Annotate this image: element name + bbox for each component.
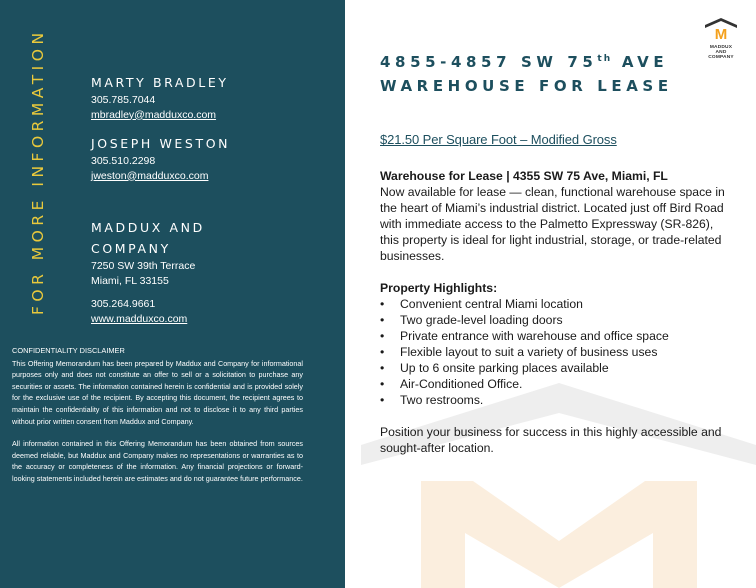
contact-joseph-weston	[91, 134, 230, 183]
highlights-list	[380, 296, 730, 408]
lease-price: $21.50 Per Square Foot – Modified Gross	[380, 132, 617, 147]
company-name-line1: MADDUX AND	[91, 220, 205, 235]
maddux-logo	[702, 16, 740, 60]
listing-closing: Position your business for success in this highly accessible and sought-after location.	[380, 425, 722, 455]
company-address-line2: Miami, FL 33155	[91, 274, 169, 287]
for-more-information-label: FOR MORE INFORMATION	[29, 28, 47, 315]
contact-phone: 305.785.7044	[91, 94, 156, 106]
listing-intro: Now available for lease — clean, functional warehouse space in the heart of Miami’s industrial district. Located just off Bird Road with immediate access to the Palmetto Expressway (SR-826), this property is ideal for light industrial, storage, or trade-related businesses.	[380, 185, 725, 263]
highlight-item: • Two restrooms.	[380, 392, 730, 408]
logo-text-line1: MADDUX	[709, 45, 733, 50]
company-phone: 305.264.9661	[91, 298, 156, 310]
contact-name: JOSEPH WESTON	[91, 136, 231, 151]
contact-phone: 305.510.2298	[91, 155, 156, 167]
company-address-line1: 7250 SW 39th Terrace	[91, 260, 196, 272]
highlight-item: • Air-Conditioned Office.	[380, 376, 730, 392]
logo-text-line2: AND COMPANY	[708, 50, 734, 60]
maddux-logo-icon	[703, 16, 739, 40]
listing-subhead: Warehouse for Lease | 4355 SW 75 Ave, Miami, FL	[380, 169, 668, 183]
title-ordinal: th	[597, 54, 613, 64]
disclaimer-paragraph: All information contained in this Offering Memorandum has been obtained from sources deemed reliable, but Maddux and Company makes no representations or warranties as to the accuracy or completeness of the information. Any financial projections or forward-looking statements included herein are estimates and do not guarantee future performance.	[12, 439, 303, 483]
listing-title	[380, 47, 673, 98]
title-address-suffix: AVE	[612, 53, 669, 71]
company-contact	[91, 217, 205, 326]
contact-email-link[interactable]: jweston@madduxco.com	[91, 169, 209, 182]
contact-marty-bradley	[91, 73, 229, 122]
disclaimer-title: CONFIDENTIALITY DISCLAIMER	[12, 346, 125, 355]
highlight-item: • Private entrance with warehouse and office space	[380, 328, 730, 344]
highlight-item: • Two grade-level loading doors	[380, 312, 730, 328]
disclaimer-paragraph: This Offering Memorandum has been prepared by Maddux and Company for informational purposes only and does not constitute an offer to sell or a solicitation to purchase any securities or assets. The information contained herein is confidential and is provided solely for the exclusive use of the recipient. By accepting this document, the recipient agrees to maintain the confidentiality of this information and not to disclose it to any third parties without prior written consent from Maddux and Company.	[12, 358, 303, 426]
highlights-title: Property Highlights:	[380, 281, 498, 295]
highlight-item: • Convenient central Miami location	[380, 296, 730, 312]
contact-name: MARTY BRADLEY	[91, 75, 229, 90]
company-website-link[interactable]: www.madduxco.com	[91, 312, 188, 325]
highlight-item: • Up to 6 onsite parking places available	[380, 360, 730, 376]
contact-email-link[interactable]: mbradley@madduxco.com	[91, 108, 217, 121]
listing-description	[380, 168, 730, 456]
title-line1	[380, 47, 673, 74]
highlight-item: • Flexible layout to suit a variety of business uses	[380, 344, 730, 360]
title-line2: WAREHOUSE FOR LEASE	[380, 77, 673, 95]
listing-panel	[345, 0, 756, 588]
contact-sidebar	[0, 0, 345, 588]
company-name-line2: COMPANY	[91, 241, 171, 256]
confidentiality-disclaimer	[12, 345, 303, 496]
title-address: 4855-4857 SW 75	[380, 53, 598, 71]
logo-letter: M	[714, 26, 728, 40]
